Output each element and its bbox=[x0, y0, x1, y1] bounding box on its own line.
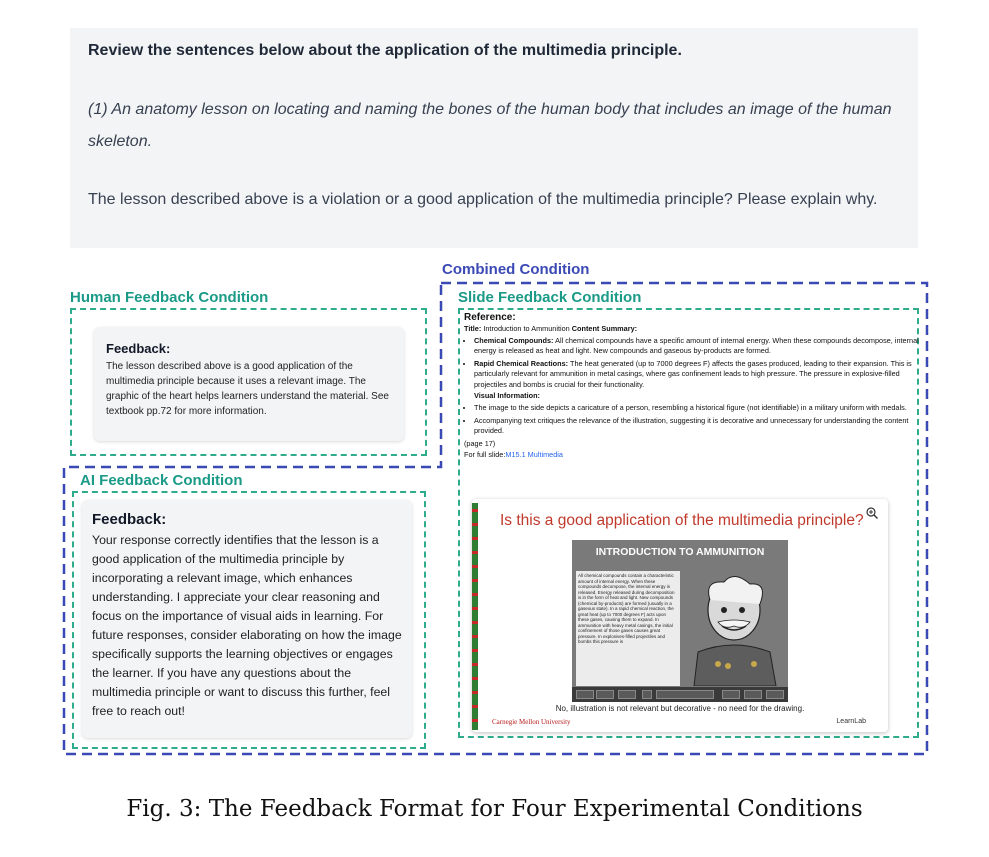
slide-answer-caption: No, illustration is not relevant but decorative - no need for the drawing. bbox=[555, 704, 805, 713]
slide-reference bbox=[464, 312, 919, 460]
nav-forward-button[interactable] bbox=[766, 690, 784, 699]
list-item: • Chemical Compounds: All chemical compounds have a specific amount of internal energy. When these compounds decompose, internal energy is released as heat and light. New compounds and gaseous by-products are formed. bbox=[474, 336, 919, 357]
combined-condition-label: Combined Condition bbox=[442, 261, 590, 278]
audio-button[interactable] bbox=[642, 690, 652, 699]
caricature-illustration bbox=[684, 570, 784, 686]
page-reference: (page 17) bbox=[464, 438, 496, 448]
reference-heading: Reference: bbox=[464, 312, 516, 323]
nav-button[interactable] bbox=[722, 690, 740, 699]
slide-navigation-bar bbox=[572, 687, 788, 702]
nav-button[interactable] bbox=[596, 690, 614, 699]
zoom-icon[interactable] bbox=[865, 506, 879, 520]
nav-button[interactable] bbox=[744, 690, 762, 699]
question-prompt bbox=[70, 28, 918, 248]
list-item: • The image to the side depicts a caricature of a person, resembling a historical figure (not identifiable) in a military uniform with medals. bbox=[474, 403, 919, 414]
list-item: • Rapid Chemical Reactions: The heat generated (up to 7000 degrees F) affects the gases produced, leading to their expansion. This is particularly relevant for ammunition in metal casings, where gas confinement leads to high pressure. The pressure in explosive-filled projectiles and bombs is crucial for their functionality. Visual Information: bbox=[474, 359, 919, 401]
list-item: • Accompanying text critiques the relevance of the illustration, suggesting it is decorative and unnecessary for understanding the content provided. bbox=[474, 416, 919, 437]
nav-button[interactable] bbox=[618, 690, 636, 699]
prompt-example: (1) An anatomy lesson on locating and naming the bones of the human body that includes an image of the human skeleton. bbox=[88, 101, 892, 150]
ammunition-slide-text: All chemical compounds contain a characteristic amount of internal energy. When these compounds decompose, the internal energy is released. Energy released during decomposition is in the form of heat and light. New compounds (chemical by-products) are formed (usually in a gaseous state). In a rapid chemical reaction, the great heat (up to 7000 degrees F) acts upon these gases, causing them to expand. In ammunition with heavy metal casings, the initial confinement of those gases causes great pressure. In explosives-filled projectiles and bombs this pressure is bbox=[576, 571, 680, 686]
human-feedback-card bbox=[94, 327, 404, 441]
full-slide-line: For full slide:M15.1 Multimedia bbox=[464, 449, 563, 459]
content-summary-list bbox=[464, 336, 919, 437]
slide-side-strip bbox=[472, 503, 478, 730]
human-condition-label: Human Feedback Condition bbox=[70, 289, 269, 306]
figure-caption: Fig. 3: The Feedback Format for Four Experimental Conditions bbox=[126, 796, 863, 822]
ammunition-slide bbox=[572, 540, 788, 702]
human-feedback-text: The lesson described above is a good application of the multimedia principle because it uses a relevant image. The graphic of the heart helps learners understand the material. See textbook pp.72 for more information. bbox=[106, 361, 389, 417]
prompt-question: The lesson described above is a violation or a good application of the multimedia principle? Please explain why. bbox=[88, 191, 878, 208]
reference-title-line: Title: Introduction to Ammunition Content Summary: bbox=[464, 324, 638, 333]
slide-question: Is this a good application of the multimedia principle? bbox=[500, 512, 864, 529]
cmu-logo: Carnegie Mellon University bbox=[492, 718, 571, 726]
slide-progress bbox=[656, 690, 714, 699]
ai-feedback-title: Feedback: bbox=[92, 511, 167, 528]
ai-feedback-text: Your response correctly identifies that the lesson is a good application of the multimedia principle by incorporating a relevant image, which enhances understanding. I appreciate your clear reasoning and focus on the importance of visual aids in learning. For future responses, consider elaborating on how the image specifically supports the learning objectives or engages the learner. If you have any questions about the multimedia principle or want to discuss this further, feel free to reach out! bbox=[92, 533, 402, 718]
human-feedback-title: Feedback: bbox=[106, 341, 171, 356]
visual-info-label: Visual Information: bbox=[474, 390, 540, 400]
slide-thumbnail bbox=[472, 499, 888, 732]
learnlab-logo: LearnLab bbox=[836, 718, 866, 725]
ai-condition-label: AI Feedback Condition bbox=[80, 472, 243, 489]
ammunition-slide-title: INTRODUCTION TO AMMUNITION bbox=[595, 546, 765, 558]
ai-feedback-card bbox=[82, 500, 412, 738]
prompt-heading: Review the sentences below about the application of the multimedia principle. bbox=[88, 42, 682, 59]
nav-back-button[interactable] bbox=[576, 690, 594, 699]
slide-condition-label: Slide Feedback Condition bbox=[458, 289, 642, 306]
full-slide-link[interactable]: M15.1 Multimedia bbox=[505, 449, 563, 459]
